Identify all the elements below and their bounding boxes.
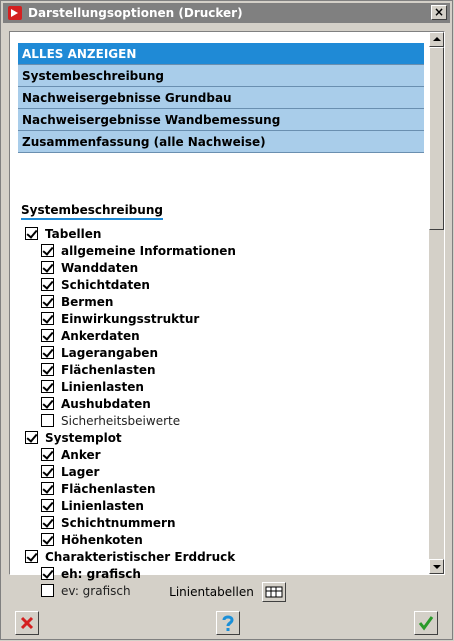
option-checkbox[interactable]	[41, 329, 54, 342]
option-row[interactable]	[25, 242, 425, 259]
option-row[interactable]	[25, 395, 425, 412]
app-arrow-icon	[8, 6, 22, 20]
option-label: Anker	[61, 447, 101, 462]
option-label: Lager	[61, 464, 100, 479]
checkmark-icon	[418, 615, 434, 631]
option-row[interactable]	[25, 412, 425, 429]
option-row[interactable]	[25, 463, 425, 480]
option-label: Schichtnummern	[61, 515, 176, 530]
linien-row	[1, 581, 454, 603]
option-checkbox[interactable]	[41, 465, 54, 478]
option-label: Lagerangaben	[61, 345, 158, 360]
option-checkbox[interactable]	[41, 278, 54, 291]
option-checkbox[interactable]	[41, 533, 54, 546]
option-checkbox[interactable]	[41, 516, 54, 529]
scroll-up-icon[interactable]	[429, 32, 444, 47]
option-label: Flächenlasten	[61, 362, 156, 377]
option-label: Flächenlasten	[61, 481, 156, 496]
option-row[interactable]	[25, 344, 425, 361]
options-tree	[25, 225, 425, 599]
option-label: eh: grafisch	[61, 566, 141, 581]
section-heading: Systembeschreibung	[21, 203, 163, 220]
option-label: Sicherheitsbeiwerte	[61, 413, 181, 428]
cancel-button[interactable]	[15, 611, 39, 635]
option-checkbox[interactable]	[41, 482, 54, 495]
option-checkbox[interactable]	[41, 244, 54, 257]
table-icon	[265, 585, 283, 599]
option-row[interactable]	[25, 310, 425, 327]
help-button[interactable]	[216, 611, 240, 635]
option-row[interactable]	[25, 429, 425, 446]
option-row[interactable]	[25, 327, 425, 344]
option-row[interactable]	[25, 497, 425, 514]
option-row[interactable]	[25, 225, 425, 242]
section-button[interactable]: Systembeschreibung	[18, 65, 424, 87]
option-checkbox[interactable]	[25, 431, 38, 444]
option-row[interactable]	[25, 361, 425, 378]
option-row[interactable]	[25, 259, 425, 276]
option-label: Tabellen	[45, 226, 102, 241]
option-row[interactable]	[25, 531, 425, 548]
close-button[interactable]: ×	[431, 5, 447, 20]
button-bar	[1, 609, 454, 641]
option-label: allgemeine Informationen	[61, 243, 236, 258]
option-label: Linienlasten	[61, 498, 144, 513]
ok-button[interactable]	[414, 611, 438, 635]
option-row[interactable]	[25, 480, 425, 497]
option-checkbox[interactable]	[41, 397, 54, 410]
option-row[interactable]	[25, 548, 425, 565]
title-bar	[3, 3, 450, 23]
option-checkbox[interactable]	[41, 312, 54, 325]
option-row[interactable]	[25, 514, 425, 531]
option-row[interactable]	[25, 276, 425, 293]
linien-label: Linientabellen	[169, 585, 254, 599]
option-row[interactable]	[25, 565, 425, 582]
linien-button[interactable]	[262, 582, 286, 602]
option-label: ev: grafisch	[61, 583, 131, 598]
option-label: Linienlasten	[61, 379, 144, 394]
red-x-icon	[19, 615, 35, 631]
section-button[interactable]: ALLES ANZEIGEN	[18, 43, 424, 65]
section-button[interactable]: Nachweisergebnisse Grundbau	[18, 87, 424, 109]
option-label: Wanddaten	[61, 260, 139, 275]
option-checkbox[interactable]	[41, 380, 54, 393]
option-label: Charakteristischer Erddruck	[45, 549, 236, 564]
help-icon	[220, 614, 236, 632]
option-checkbox[interactable]	[25, 550, 38, 563]
option-label: Systemplot	[45, 430, 122, 445]
option-label: Aushubdaten	[61, 396, 151, 411]
option-label: Ankerdaten	[61, 328, 140, 343]
option-checkbox[interactable]	[41, 448, 54, 461]
option-label: Bermen	[61, 294, 114, 309]
section-button[interactable]: Zusammenfassung (alle Nachweise)	[18, 131, 424, 153]
window-title: Darstellungsoptionen (Drucker)	[28, 6, 243, 20]
option-row[interactable]	[25, 446, 425, 463]
option-checkbox[interactable]	[25, 227, 38, 240]
section-button[interactable]: Nachweisergebnisse Wandbemessung	[18, 109, 424, 131]
option-checkbox[interactable]	[41, 363, 54, 376]
option-checkbox[interactable]	[41, 346, 54, 359]
vertical-scrollbar[interactable]	[429, 32, 444, 574]
scroll-down-icon[interactable]	[429, 559, 444, 574]
option-checkbox[interactable]	[41, 414, 54, 427]
option-row[interactable]	[25, 378, 425, 395]
option-label: Einwirkungsstruktur	[61, 311, 200, 326]
option-label: Schichtdaten	[61, 277, 150, 292]
option-checkbox[interactable]	[41, 261, 54, 274]
option-checkbox[interactable]	[41, 295, 54, 308]
scroll-thumb[interactable]	[429, 47, 444, 230]
option-row[interactable]	[25, 293, 425, 310]
option-checkbox[interactable]	[41, 567, 54, 580]
option-checkbox[interactable]	[41, 499, 54, 512]
option-label: Höhenkoten	[61, 532, 143, 547]
section-buttons	[18, 43, 424, 153]
